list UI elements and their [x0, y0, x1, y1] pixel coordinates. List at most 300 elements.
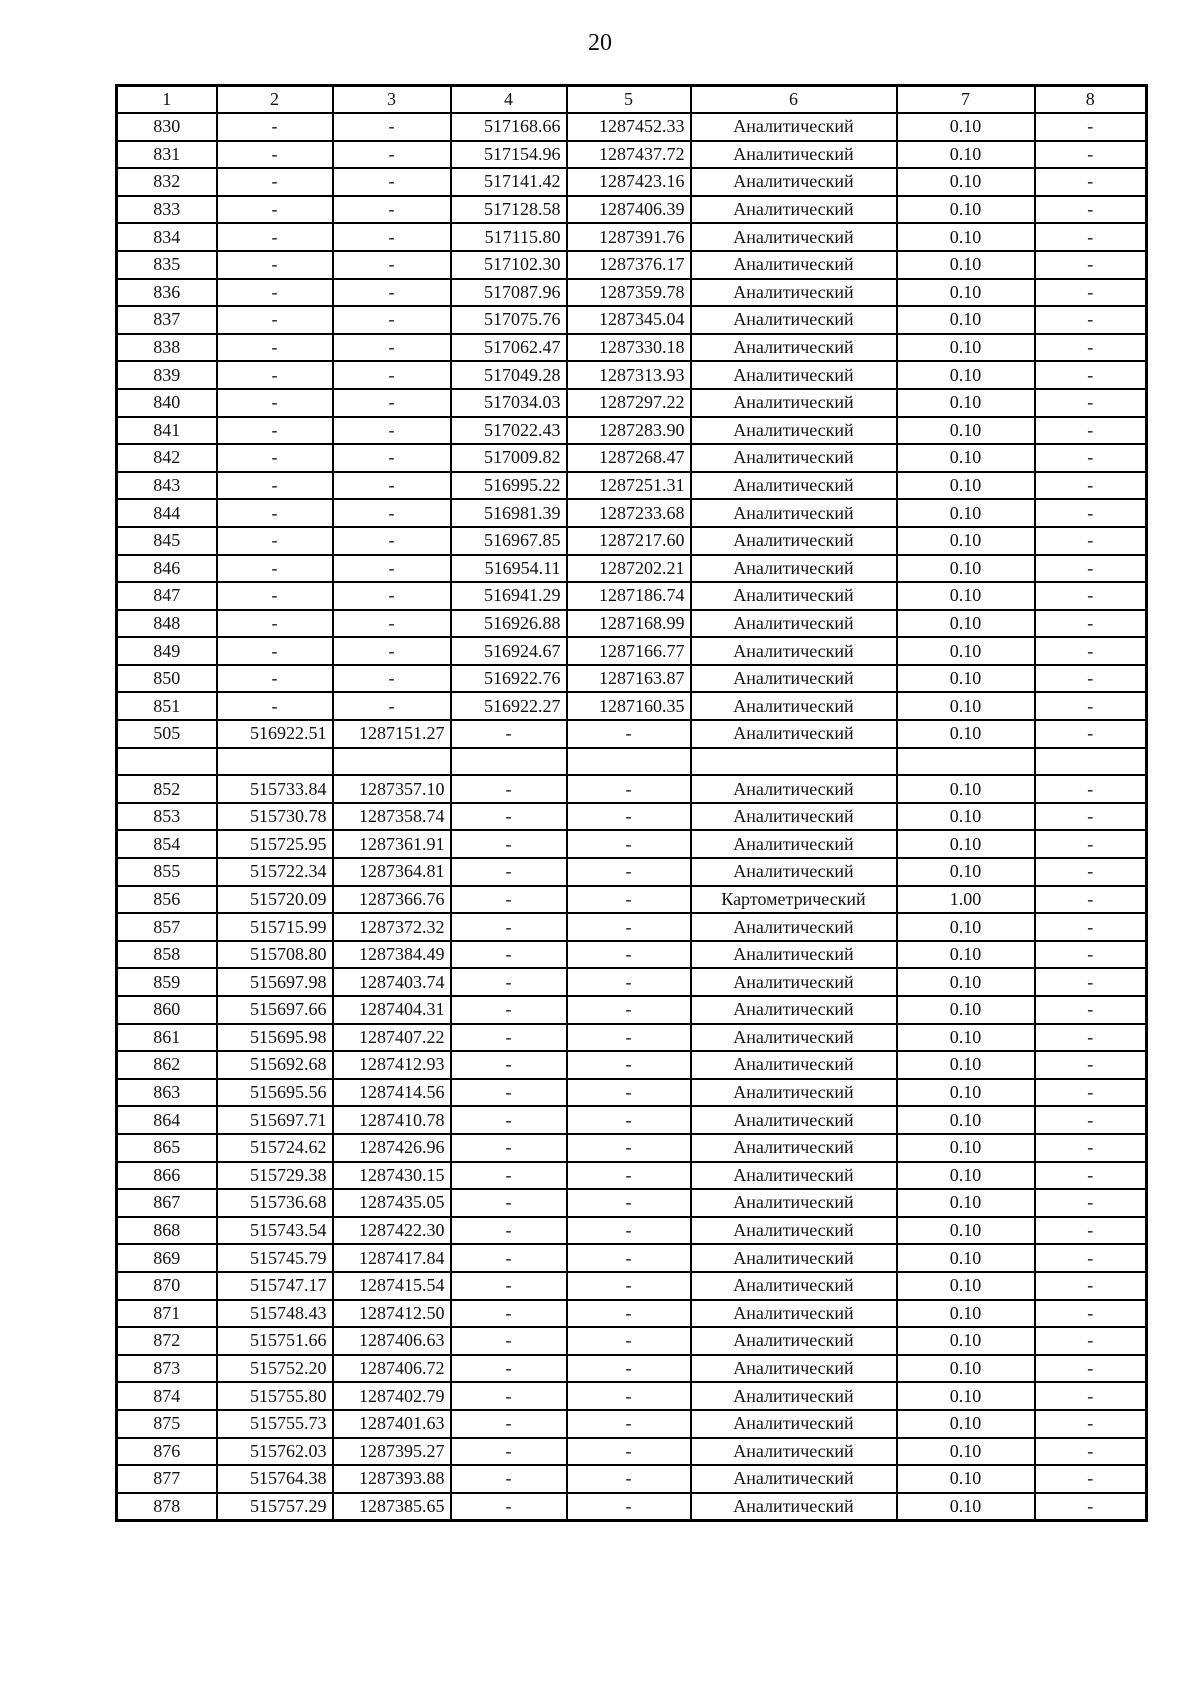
table-cell-col-3: -: [333, 223, 451, 251]
table-cell-col-7: 1.00: [897, 886, 1035, 914]
table-cell-col-7: 0.10: [897, 113, 1035, 141]
table-cell-col-2: 515708.80: [217, 941, 333, 969]
table-cell-col-4: -: [451, 941, 567, 969]
table-cell-col-5: 1287251.31: [567, 472, 691, 500]
table-cell-col-3: 1287384.49: [333, 941, 451, 969]
table-cell-col-2: -: [217, 610, 333, 638]
table-cell-col-8: -: [1035, 472, 1147, 500]
table-cell-col-4: 517075.76: [451, 306, 567, 334]
table-row: [117, 1438, 1147, 1466]
table-cell-col-3: 1287385.65: [333, 1493, 451, 1521]
table-cell-col-3: -: [333, 417, 451, 445]
table-cell-col-3: 1287406.63: [333, 1327, 451, 1355]
table-row: [117, 968, 1147, 996]
table-cell-col-7: 0.10: [897, 913, 1035, 941]
table-cell-col-5: -: [567, 941, 691, 969]
table-cell-col-3: -: [333, 141, 451, 169]
table-cell-col-7: 0.10: [897, 637, 1035, 665]
table-cell-col-8: -: [1035, 527, 1147, 555]
table-cell-col-4: 516967.85: [451, 527, 567, 555]
table-cell-col-5: -: [567, 886, 691, 914]
table-cell-col-2: 515722.34: [217, 858, 333, 886]
table-cell-col-2: -: [217, 251, 333, 279]
column-header-2: 2: [217, 86, 333, 114]
table-cell-col-2: 515715.99: [217, 913, 333, 941]
table-cell-col-7: 0.10: [897, 499, 1035, 527]
table-cell-col-7: 0.10: [897, 996, 1035, 1024]
table-cell-col-2: -: [217, 499, 333, 527]
table-cell-col-8: -: [1035, 168, 1147, 196]
table-cell-col-4: 516922.76: [451, 665, 567, 693]
table-cell-col-3: 1287395.27: [333, 1438, 451, 1466]
table-cell-col-1: 876: [117, 1438, 217, 1466]
table-cell-col-7: 0.10: [897, 1410, 1035, 1438]
table-row: [117, 1382, 1147, 1410]
table-cell-col-5: 1287168.99: [567, 610, 691, 638]
table-cell-col-3: [333, 748, 451, 776]
table-cell-col-7: 0.10: [897, 665, 1035, 693]
table-cell-col-1: 860: [117, 996, 217, 1024]
table-cell-col-1: 844: [117, 499, 217, 527]
table-cell-col-7: 0.10: [897, 692, 1035, 720]
table-cell-col-4: -: [451, 858, 567, 886]
table-cell-col-8: -: [1035, 803, 1147, 831]
table-cell-col-4: -: [451, 803, 567, 831]
table-cell-col-3: -: [333, 361, 451, 389]
table-cell-col-4: -: [451, 1134, 567, 1162]
table-cell-col-8: -: [1035, 1300, 1147, 1328]
table-cell-col-3: 1287426.96: [333, 1134, 451, 1162]
table-row: [117, 389, 1147, 417]
table-cell-col-6: Аналитический: [691, 941, 897, 969]
table-cell-col-3: 1287393.88: [333, 1465, 451, 1493]
table-cell-col-8: -: [1035, 637, 1147, 665]
table-cell-col-8: -: [1035, 996, 1147, 1024]
table-row: [117, 334, 1147, 362]
table-cell-col-4: 516954.11: [451, 555, 567, 583]
table-row: [117, 472, 1147, 500]
table-cell-col-6: Аналитический: [691, 692, 897, 720]
table-cell-col-1: 505: [117, 720, 217, 748]
table-cell-col-2: 515692.68: [217, 1051, 333, 1079]
coordinates-table: [115, 84, 1148, 1522]
table-row: [117, 1465, 1147, 1493]
table-cell-col-5: 1287186.74: [567, 582, 691, 610]
table-cell-col-4: -: [451, 1438, 567, 1466]
table-cell-col-2: -: [217, 555, 333, 583]
table-cell-col-4: -: [451, 1217, 567, 1245]
table-cell-col-6: Аналитический: [691, 858, 897, 886]
table-cell-col-8: -: [1035, 1382, 1147, 1410]
table-row: [117, 830, 1147, 858]
table-cell-col-3: 1287357.10: [333, 775, 451, 803]
table-row: [117, 223, 1147, 251]
table-cell-col-1: 846: [117, 555, 217, 583]
table-cell-col-7: 0.10: [897, 720, 1035, 748]
page-number: 20: [588, 30, 612, 56]
table-cell-col-8: -: [1035, 1493, 1147, 1521]
column-header-1: 1: [117, 86, 217, 114]
table-cell-col-3: -: [333, 527, 451, 555]
table-cell-col-4: -: [451, 1300, 567, 1328]
column-header-3: 3: [333, 86, 451, 114]
table-cell-col-7: 0.10: [897, 1051, 1035, 1079]
table-cell-col-5: 1287166.77: [567, 637, 691, 665]
table-cell-col-1: 870: [117, 1272, 217, 1300]
table-cell-col-8: -: [1035, 334, 1147, 362]
table-row: [117, 361, 1147, 389]
table-cell-col-1: 841: [117, 417, 217, 445]
table-cell-col-1: 861: [117, 1024, 217, 1052]
table-cell-col-6: Аналитический: [691, 1382, 897, 1410]
table-cell-col-5: -: [567, 1493, 691, 1521]
table-cell-col-8: -: [1035, 913, 1147, 941]
table-cell-col-5: -: [567, 1382, 691, 1410]
table-cell-col-3: -: [333, 444, 451, 472]
table-cell-col-6: Аналитический: [691, 968, 897, 996]
table-cell-col-4: -: [451, 830, 567, 858]
table-cell-col-6: Картометрический: [691, 886, 897, 914]
table-cell-col-6: Аналитический: [691, 417, 897, 445]
table-row: [117, 1162, 1147, 1190]
table-cell-col-5: 1287359.78: [567, 279, 691, 307]
table-cell-col-6: Аналитический: [691, 996, 897, 1024]
table-cell-col-4: -: [451, 1106, 567, 1134]
table-row: [117, 610, 1147, 638]
table-cell-col-8: -: [1035, 444, 1147, 472]
table-cell-col-3: -: [333, 499, 451, 527]
table-cell-col-6: Аналитический: [691, 1300, 897, 1328]
table-cell-col-4: -: [451, 1465, 567, 1493]
table-cell-col-2: 515730.78: [217, 803, 333, 831]
table-cell-col-7: 0.10: [897, 141, 1035, 169]
table-cell-col-6: Аналитический: [691, 1106, 897, 1134]
table-cell-col-1: 839: [117, 361, 217, 389]
table-cell-col-7: 0.10: [897, 1244, 1035, 1272]
table-cell-col-6: Аналитический: [691, 113, 897, 141]
table-row: [117, 555, 1147, 583]
table-cell-col-7: 0.10: [897, 472, 1035, 500]
table-cell-col-8: -: [1035, 775, 1147, 803]
table-cell-col-3: -: [333, 334, 451, 362]
table-cell-col-2: -: [217, 472, 333, 500]
table-cell-col-3: -: [333, 196, 451, 224]
table-cell-col-3: 1287364.81: [333, 858, 451, 886]
table-cell-col-3: 1287372.32: [333, 913, 451, 941]
table-cell-col-1: 835: [117, 251, 217, 279]
table-cell-col-1: 845: [117, 527, 217, 555]
table-cell-col-5: -: [567, 913, 691, 941]
table-cell-col-7: 0.10: [897, 1217, 1035, 1245]
table-cell-col-8: -: [1035, 361, 1147, 389]
table-cell-col-3: 1287403.74: [333, 968, 451, 996]
table-cell-col-4: -: [451, 886, 567, 914]
table-cell-col-7: 0.10: [897, 775, 1035, 803]
table-cell-col-6: Аналитический: [691, 665, 897, 693]
table-cell-col-3: -: [333, 251, 451, 279]
table-cell-col-6: Аналитический: [691, 168, 897, 196]
table-cell-col-8: -: [1035, 1244, 1147, 1272]
table-cell-col-4: 517141.42: [451, 168, 567, 196]
table-cell-col-1: 838: [117, 334, 217, 362]
table-cell-col-5: 1287313.93: [567, 361, 691, 389]
table-cell-col-7: 0.10: [897, 1079, 1035, 1107]
table-cell-col-8: -: [1035, 1189, 1147, 1217]
table-row: [117, 1217, 1147, 1245]
table-cell-col-6: Аналитический: [691, 1134, 897, 1162]
table-cell-col-3: -: [333, 279, 451, 307]
table-cell-col-3: 1287401.63: [333, 1410, 451, 1438]
table-cell-col-6: Аналитический: [691, 279, 897, 307]
table-cell-col-1: 874: [117, 1382, 217, 1410]
table-cell-col-5: -: [567, 1134, 691, 1162]
table-cell-col-3: -: [333, 472, 451, 500]
table-cell-col-4: 517128.58: [451, 196, 567, 224]
table-cell-col-7: 0.10: [897, 1465, 1035, 1493]
table-cell-col-4: 517062.47: [451, 334, 567, 362]
table-cell-col-8: -: [1035, 1217, 1147, 1245]
table-cell-col-8: -: [1035, 251, 1147, 279]
table-cell-col-3: -: [333, 306, 451, 334]
table-cell-col-2: 515757.29: [217, 1493, 333, 1521]
table-cell-col-6: Аналитический: [691, 499, 897, 527]
table-cell-col-5: 1287233.68: [567, 499, 691, 527]
table-cell-col-8: -: [1035, 141, 1147, 169]
table-cell-col-4: -: [451, 996, 567, 1024]
table-row: [117, 499, 1147, 527]
table-cell-col-3: 1287417.84: [333, 1244, 451, 1272]
table-cell-col-6: Аналитический: [691, 1410, 897, 1438]
table-cell-col-8: -: [1035, 196, 1147, 224]
table-cell-col-6: Аналитический: [691, 1189, 897, 1217]
table-cell-col-3: -: [333, 665, 451, 693]
table-cell-col-2: 515720.09: [217, 886, 333, 914]
table-cell-col-5: -: [567, 1300, 691, 1328]
table-row: [117, 306, 1147, 334]
table-row: [117, 1024, 1147, 1052]
table-row: [117, 637, 1147, 665]
table-cell-col-2: 515695.56: [217, 1079, 333, 1107]
table-cell-col-3: -: [333, 582, 451, 610]
table-cell-col-6: Аналитический: [691, 555, 897, 583]
table-cell-col-6: Аналитический: [691, 1493, 897, 1521]
table-cell-col-4: -: [451, 1410, 567, 1438]
table-cell-col-4: 517009.82: [451, 444, 567, 472]
table-cell-col-1: 862: [117, 1051, 217, 1079]
table-row: [117, 251, 1147, 279]
table-cell-col-4: -: [451, 968, 567, 996]
table-cell-col-3: 1287406.72: [333, 1355, 451, 1383]
table-cell-col-4: 517087.96: [451, 279, 567, 307]
table-row: [117, 141, 1147, 169]
table-cell-col-8: -: [1035, 1051, 1147, 1079]
table-cell-col-6: Аналитический: [691, 1051, 897, 1079]
table-cell-col-2: -: [217, 361, 333, 389]
table-cell-col-2: -: [217, 141, 333, 169]
table-cell-col-3: 1287361.91: [333, 830, 451, 858]
table-row: [117, 692, 1147, 720]
table-cell-col-5: -: [567, 968, 691, 996]
table-cell-col-8: -: [1035, 306, 1147, 334]
table-cell-col-3: 1287415.54: [333, 1272, 451, 1300]
table-cell-col-1: 851: [117, 692, 217, 720]
table-cell-col-4: -: [451, 1189, 567, 1217]
table-cell-col-2: 515697.98: [217, 968, 333, 996]
table-cell-col-6: Аналитический: [691, 1438, 897, 1466]
table-cell-col-6: Аналитический: [691, 803, 897, 831]
table-cell-col-2: 515725.95: [217, 830, 333, 858]
table-row: [117, 113, 1147, 141]
table-cell-col-8: -: [1035, 886, 1147, 914]
table-cell-col-1: 852: [117, 775, 217, 803]
table-cell-col-5: 1287202.21: [567, 555, 691, 583]
table-cell-col-4: 517115.80: [451, 223, 567, 251]
table-cell-col-6: Аналитический: [691, 1327, 897, 1355]
table-cell-col-4: 517168.66: [451, 113, 567, 141]
table-cell-col-4: 516924.67: [451, 637, 567, 665]
table-cell-col-2: -: [217, 168, 333, 196]
table-cell-col-2: 515764.38: [217, 1465, 333, 1493]
table-cell-col-6: Аналитический: [691, 1024, 897, 1052]
table-cell-col-5: 1287268.47: [567, 444, 691, 472]
table-cell-col-8: -: [1035, 858, 1147, 886]
table-cell-col-2: 515736.68: [217, 1189, 333, 1217]
table-cell-col-4: -: [451, 1355, 567, 1383]
table-cell-col-7: 0.10: [897, 1189, 1035, 1217]
table-row: [117, 279, 1147, 307]
table-cell-col-4: -: [451, 720, 567, 748]
table-row: [117, 527, 1147, 555]
table-cell-col-1: 872: [117, 1327, 217, 1355]
table-cell-col-4: 516926.88: [451, 610, 567, 638]
table-cell-col-5: 1287391.76: [567, 223, 691, 251]
table-cell-col-1: 843: [117, 472, 217, 500]
table-cell-col-2: 515729.38: [217, 1162, 333, 1190]
table-cell-col-6: Аналитический: [691, 1079, 897, 1107]
table-row: [117, 1355, 1147, 1383]
column-header-4: 4: [451, 86, 567, 114]
table-cell-col-4: 517049.28: [451, 361, 567, 389]
table-cell-col-2: 515733.84: [217, 775, 333, 803]
table-cell-col-4: 516922.27: [451, 692, 567, 720]
table-cell-col-5: -: [567, 803, 691, 831]
table-cell-col-3: 1287422.30: [333, 1217, 451, 1245]
table-cell-col-4: 516981.39: [451, 499, 567, 527]
table-cell-col-8: -: [1035, 223, 1147, 251]
column-header-5: 5: [567, 86, 691, 114]
table-cell-col-4: -: [451, 1493, 567, 1521]
table-cell-col-8: -: [1035, 1410, 1147, 1438]
table-cell-col-8: -: [1035, 941, 1147, 969]
table-cell-col-1: 859: [117, 968, 217, 996]
table-cell-col-7: 0.10: [897, 168, 1035, 196]
table-cell-col-6: Аналитический: [691, 1244, 897, 1272]
table-cell-col-5: 1287163.87: [567, 665, 691, 693]
table-cell-col-2: -: [217, 665, 333, 693]
table-cell-col-5: 1287452.33: [567, 113, 691, 141]
table-cell-col-3: 1287410.78: [333, 1106, 451, 1134]
table-cell-col-2: 515697.71: [217, 1106, 333, 1134]
table-cell-col-2: 515751.66: [217, 1327, 333, 1355]
table-cell-col-6: Аналитический: [691, 196, 897, 224]
table-cell-col-7: 0.10: [897, 527, 1035, 555]
table-cell-col-2: -: [217, 582, 333, 610]
table-row: [117, 996, 1147, 1024]
table-cell-col-8: -: [1035, 1355, 1147, 1383]
table-cell-col-7: 0.10: [897, 1272, 1035, 1300]
table-cell-col-4: 516941.29: [451, 582, 567, 610]
table-row: [117, 665, 1147, 693]
table-cell-col-5: -: [567, 1244, 691, 1272]
table-cell-col-4: -: [451, 1162, 567, 1190]
table-cell-col-6: Аналитический: [691, 1217, 897, 1245]
table-row: [117, 941, 1147, 969]
table-cell-col-4: 517154.96: [451, 141, 567, 169]
table-cell-col-1: 837: [117, 306, 217, 334]
table-cell-col-2: -: [217, 196, 333, 224]
table-cell-col-5: -: [567, 1162, 691, 1190]
table-cell-col-5: -: [567, 775, 691, 803]
table-cell-col-5: 1287160.35: [567, 692, 691, 720]
table-cell-col-1: 863: [117, 1079, 217, 1107]
table-cell-col-3: 1287412.50: [333, 1300, 451, 1328]
table-cell-col-7: 0.10: [897, 196, 1035, 224]
table-cell-col-5: 1287437.72: [567, 141, 691, 169]
table-row: [117, 1189, 1147, 1217]
table-cell-col-7: 0.10: [897, 858, 1035, 886]
table-cell-col-5: -: [567, 1051, 691, 1079]
table-cell-col-4: -: [451, 1024, 567, 1052]
table-cell-col-5: 1287423.16: [567, 168, 691, 196]
table-cell-col-1: 871: [117, 1300, 217, 1328]
table-cell-col-5: -: [567, 1410, 691, 1438]
table-cell-col-6: Аналитический: [691, 251, 897, 279]
table-cell-col-5: -: [567, 1024, 691, 1052]
table-cell-col-2: -: [217, 692, 333, 720]
table-row: [117, 444, 1147, 472]
table-cell-col-4: -: [451, 1079, 567, 1107]
table-row: [117, 1079, 1147, 1107]
table-row: [117, 775, 1147, 803]
table-cell-col-7: 0.10: [897, 417, 1035, 445]
table-cell-col-6: [691, 748, 897, 776]
table-cell-col-1: 849: [117, 637, 217, 665]
table-cell-col-8: -: [1035, 968, 1147, 996]
table-cell-col-8: -: [1035, 830, 1147, 858]
table-cell-col-3: 1287407.22: [333, 1024, 451, 1052]
table-cell-col-6: Аналитический: [691, 637, 897, 665]
table-cell-col-1: 858: [117, 941, 217, 969]
table-cell-col-5: -: [567, 1106, 691, 1134]
table-row: [117, 803, 1147, 831]
table-cell-col-6: Аналитический: [691, 775, 897, 803]
table-cell-col-3: -: [333, 555, 451, 583]
table-cell-col-1: 842: [117, 444, 217, 472]
table-cell-col-5: -: [567, 1217, 691, 1245]
table-cell-col-8: -: [1035, 610, 1147, 638]
table-cell-col-6: Аналитический: [691, 334, 897, 362]
table-cell-col-7: 0.10: [897, 1438, 1035, 1466]
table-cell-col-1: 853: [117, 803, 217, 831]
table-header-row: [117, 86, 1147, 114]
table-cell-col-3: -: [333, 610, 451, 638]
table-cell-col-1: 855: [117, 858, 217, 886]
table-cell-col-4: -: [451, 775, 567, 803]
table-cell-col-3: 1287412.93: [333, 1051, 451, 1079]
table-cell-col-5: -: [567, 1272, 691, 1300]
table-row: [117, 1134, 1147, 1162]
table-cell-col-2: -: [217, 417, 333, 445]
